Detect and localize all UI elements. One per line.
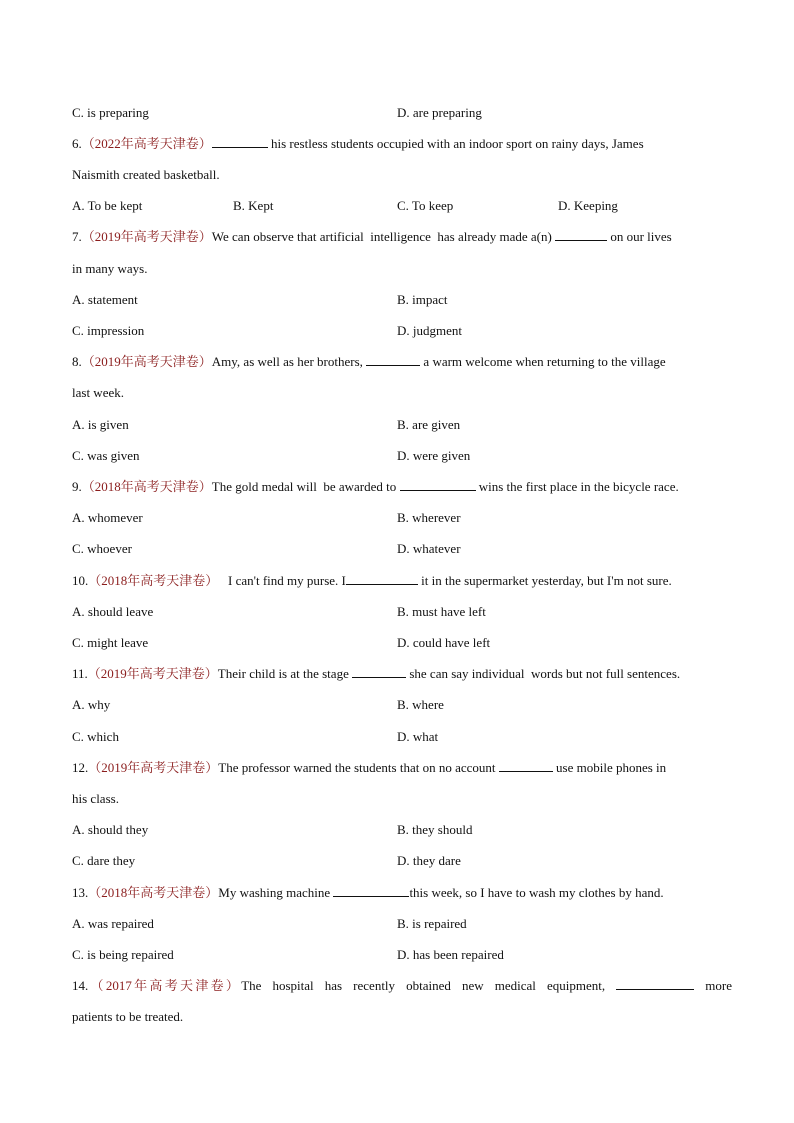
answer-option: A. To be kept bbox=[72, 198, 143, 213]
answer-option: B. Kept bbox=[233, 198, 274, 213]
question-number: 8. bbox=[72, 354, 82, 369]
question-line bbox=[72, 665, 732, 682]
answer-blank bbox=[352, 665, 406, 678]
question-number: 6. bbox=[72, 136, 82, 151]
question-text: wins the first place in the bicycle race. bbox=[475, 479, 679, 494]
answer-option: A. was repaired bbox=[72, 916, 154, 931]
question-text: this week, so I have to wash my clothes by hand. bbox=[409, 885, 664, 900]
answer-option: D. judgment bbox=[397, 323, 462, 338]
answer-option: D. what bbox=[397, 729, 439, 744]
question-text: The hospital has recently obtained new medical equipment, bbox=[241, 978, 617, 993]
exam-source: （2019年高考天津卷） bbox=[88, 760, 219, 775]
answer-blank bbox=[212, 135, 268, 148]
answer-option: B. is repaired bbox=[397, 916, 467, 931]
answer-option: D. could have left bbox=[397, 635, 491, 650]
answer-option: C. was given bbox=[72, 448, 140, 463]
question-number: 7. bbox=[72, 229, 82, 244]
answer-option: C. To keep bbox=[397, 198, 454, 213]
exam-source: （2019年高考天津卷） bbox=[81, 229, 212, 244]
answer-option: B. they should bbox=[397, 822, 473, 837]
question-text: Their child is at the stage bbox=[217, 666, 353, 681]
question-number: 12. bbox=[72, 760, 89, 775]
question-text: The professor warned the students that on no account bbox=[218, 760, 499, 775]
exam-source: （2019年高考天津卷） bbox=[87, 666, 218, 681]
answer-blank bbox=[499, 759, 553, 772]
question-text: The gold medal will be awarded to bbox=[211, 479, 400, 494]
answer-option: D. are preparing bbox=[397, 105, 482, 120]
question-text: a warm welcome when returning to the village bbox=[420, 354, 666, 369]
answer-option: B. must have left bbox=[397, 604, 486, 619]
answer-option: B. impact bbox=[397, 292, 448, 307]
answer-blank bbox=[333, 884, 409, 897]
question-line bbox=[72, 977, 732, 994]
question-number: 14. bbox=[72, 978, 89, 993]
answer-option: C. impression bbox=[72, 323, 145, 338]
answer-blank bbox=[555, 228, 607, 241]
answer-option: A. should leave bbox=[72, 604, 154, 619]
exam-source: （2018年高考天津卷） bbox=[81, 479, 212, 494]
exam-source: （2022年高考天津卷） bbox=[81, 136, 212, 151]
exam-source: （2018年高考天津卷） bbox=[88, 573, 219, 588]
question-continuation: Naismith created basketball. bbox=[72, 167, 220, 182]
question-text: on our lives bbox=[607, 229, 672, 244]
question-line bbox=[72, 572, 732, 589]
answer-option: A. whomever bbox=[72, 510, 143, 525]
answer-option: A. statement bbox=[72, 292, 138, 307]
exam-source: （2017年高考天津卷） bbox=[88, 978, 242, 993]
answer-option: D. has been repaired bbox=[397, 947, 504, 962]
question-text: she can say individual words but not full sentences. bbox=[406, 666, 681, 681]
answer-option: A. is given bbox=[72, 417, 129, 432]
answer-blank bbox=[616, 977, 694, 990]
question-line bbox=[72, 478, 732, 495]
question-line bbox=[72, 353, 732, 370]
answer-blank bbox=[366, 353, 420, 366]
answer-option: B. are given bbox=[397, 417, 461, 432]
answer-option: C. is being repaired bbox=[72, 947, 174, 962]
answer-option: D. Keeping bbox=[558, 198, 618, 213]
question-line bbox=[72, 884, 732, 901]
exam-source: （2018年高考天津卷） bbox=[88, 885, 219, 900]
answer-option: C. is preparing bbox=[72, 105, 149, 120]
answer-option: D. whatever bbox=[397, 541, 461, 556]
question-text: My washing machine bbox=[218, 885, 334, 900]
answer-blank bbox=[346, 572, 418, 585]
question-continuation: his class. bbox=[72, 791, 119, 806]
answer-option: C. dare they bbox=[72, 853, 136, 868]
question-text: more bbox=[694, 978, 732, 993]
question-continuation: in many ways. bbox=[72, 261, 148, 276]
question-number: 10. bbox=[72, 573, 89, 588]
question-line bbox=[72, 228, 732, 245]
question-continuation: patients to be treated. bbox=[72, 1009, 184, 1024]
answer-option: D. were given bbox=[397, 448, 471, 463]
question-number: 11. bbox=[72, 666, 88, 681]
answer-blank bbox=[400, 478, 476, 491]
question-text: use mobile phones in bbox=[552, 760, 667, 775]
question-number: 9. bbox=[72, 479, 82, 494]
question-line bbox=[72, 135, 732, 152]
exam-source: （2019年高考天津卷） bbox=[81, 354, 212, 369]
answer-option: D. they dare bbox=[397, 853, 461, 868]
question-number: 13. bbox=[72, 885, 89, 900]
answer-option: C. might leave bbox=[72, 635, 149, 650]
question-text: it in the supermarket yesterday, but I'm not sure. bbox=[417, 573, 672, 588]
question-line bbox=[72, 759, 732, 776]
question-text: I can't find my purse. I bbox=[218, 573, 346, 588]
answer-option: A. should they bbox=[72, 822, 149, 837]
question-text: Amy, as well as her brothers, bbox=[211, 354, 367, 369]
question-text: We can observe that artificial intelligence has already made a(n) bbox=[211, 229, 556, 244]
answer-option: C. whoever bbox=[72, 541, 132, 556]
question-text: his restless students occupied with an indoor sport on rainy days, James bbox=[267, 136, 644, 151]
answer-option: B. wherever bbox=[397, 510, 461, 525]
answer-option: A. why bbox=[72, 697, 111, 712]
answer-option: B. where bbox=[397, 697, 444, 712]
question-continuation: last week. bbox=[72, 385, 124, 400]
answer-option: C. which bbox=[72, 729, 119, 744]
